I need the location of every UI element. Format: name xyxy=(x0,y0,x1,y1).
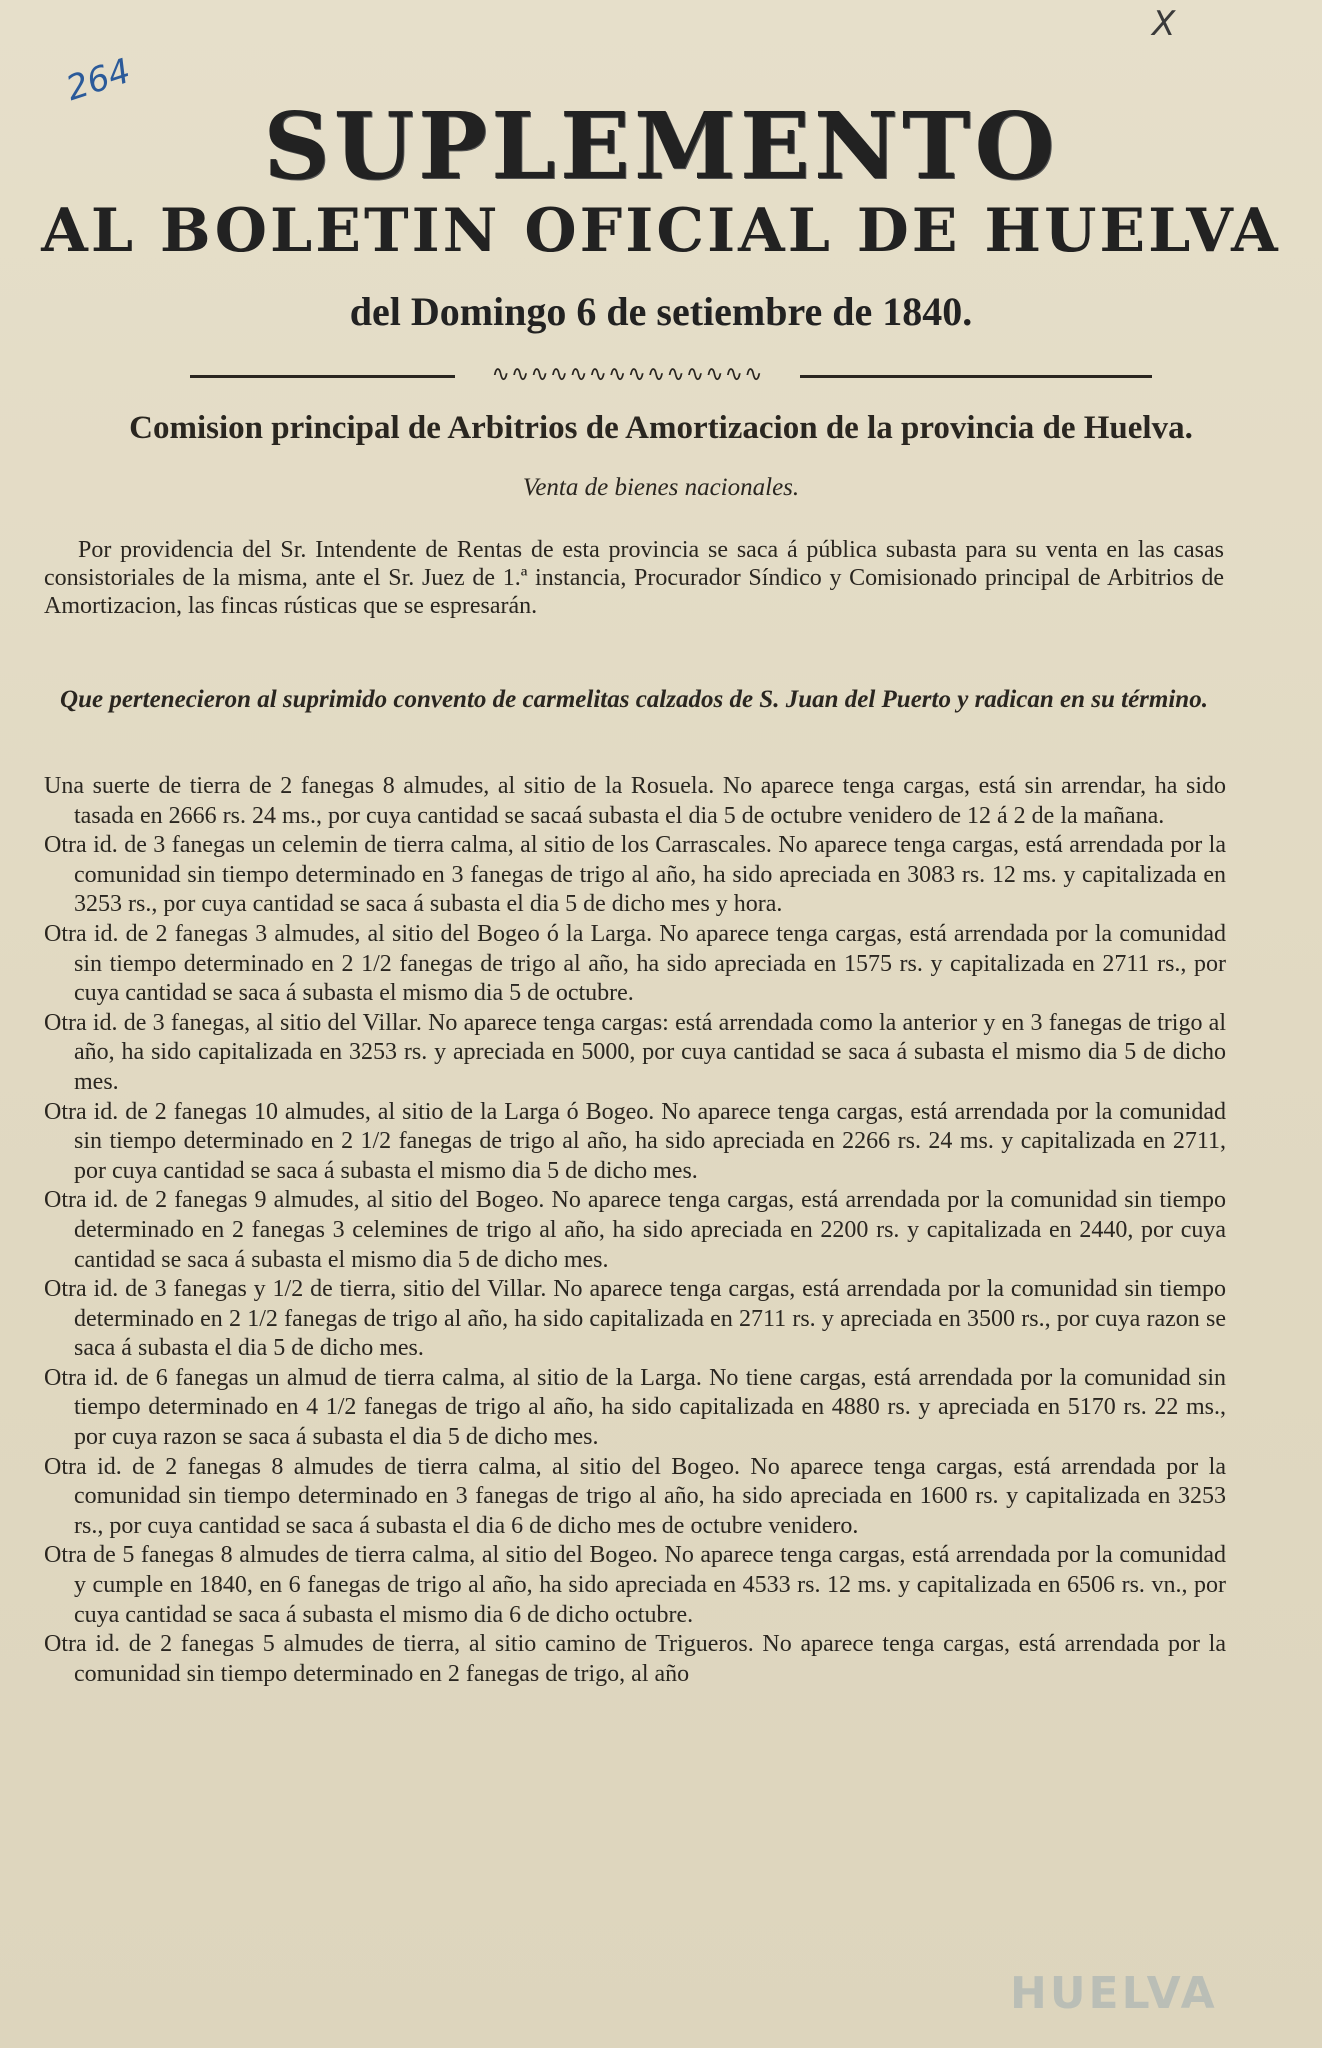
divider-left xyxy=(190,375,455,378)
property-entry: Otra id. de 3 fanegas, al sitio del Villar. No aparece tenga cargas: está arrendada como la anterior y en 3 fanegas de trigo al año, ha sido capitalizada en 3253 rs. y apreciada en 5000, por cuya cantidad se saca á subasta el mismo dia 5 de dicho mes. xyxy=(44,1009,1226,1095)
property-entry: Otra id. de 2 fanegas 3 almudes, al sitio del Bogeo ó la Larga. No aparece tenga cargas, está arrendada por la comunidad sin tiempo determinado en 2 1/2 fanegas de trigo al año, ha sido apreciada en 1575 rs. y capitalizada en 2711 rs., por cuya cantidad se saca á subasta el mismo dia 5 de octubre. xyxy=(44,920,1226,1007)
library-watermark: HUELVA xyxy=(1010,1968,1218,2019)
property-entry: Otra de 5 fanegas 8 almudes de tierra calma, al sitio del Bogeo. No aparece tenga cargas, está arrendada por la comunidad y cumple en 1840, en 6 fanegas de trigo al año, ha sido apreciada en 4533 rs. 12 ms. y capitalizada en 6506 rs. vn., por cuya cantidad se saca á subasta el mismo dia 6 de dicho octubre. xyxy=(44,1542,1226,1628)
intro-paragraph: Por providencia del Sr. Intendente de Rentas de esta provincia se saca á pública subasta para su venta en las casas consistoriales de la misma, ante el Sr. Juez de 1.ª instancia, Procurador Síndico y Comisionado principal de Arbitrios de Amortizacion, las fincas rústicas que se espresarán. xyxy=(44,537,1224,619)
section-heading: Que pertenecieron al suprimido convento de carmelitas calzados de S. Juan del Puerto y radican en su término. xyxy=(60,686,1208,713)
property-entry: Una suerte de tierra de 2 fanegas 8 almudes, al sitio de la Rosuela. No aparece tenga cargas, está sin arrendar, ha sido tasada en 2666 rs. 24 ms., por cuya cantidad se sacaá subasta el dia 5 de octubre venidero de 12 á 2 de la mañana. xyxy=(44,773,1226,829)
property-entry: Otra id. de 2 fanegas 8 almudes de tierra calma, al sitio del Bogeo. No aparece tenga cargas, está arrendada por la comunidad sin tiempo determinado en 3 fanegas de trigo al año, ha sido apreciada en 1600 rs. y capitalizada en 3253 rs., por cuya cantidad se saca á subasta el dia 6 de dicho mes de octubre venidero. xyxy=(44,1453,1226,1539)
property-entry: Otra id. de 2 fanegas 5 almudes de tierra, al sitio camino de Trigueros. No aparece tenga cargas, está arrendada por la comunidad sin tiempo determinado en 2 fanegas de trigo, al año xyxy=(44,1631,1226,1687)
corner-mark: X xyxy=(1152,4,1176,44)
date-line: del Domingo 6 de setiembre de 1840. xyxy=(349,289,973,334)
divider-right xyxy=(800,375,1152,378)
property-list xyxy=(44,772,1226,1689)
commission-heading: Comision principal de Arbitrios de Amortizacion de la provincia de Huelva. xyxy=(129,410,1193,446)
property-entry: Otra id. de 2 fanegas 9 almudes, al sitio del Bogeo. No aparece tenga cargas, está arrendada por la comunidad sin tiempo determinado en 2 fanegas 3 celemines de trigo al año, ha sido apreciada en 2200 rs. y capitalizada en 2440, por cuya cantidad se saca á subasta el mismo dia 5 de dicho mes. xyxy=(44,1187,1226,1273)
property-entry: Otra id. de 6 fanegas un almud de tierra calma, al sitio de la Larga. No tiene cargas, está arrendada por la comunidad sin tiempo determinado en 4 1/2 fanegas de trigo al año, ha sido capitalizada en 4880 rs. y apreciada en 5170 rs. 22 ms., por cuya razon se saca á subasta el dia 5 de dicho mes. xyxy=(44,1364,1226,1451)
document-subtitle: AL BOLETIN OFICIAL DE HUELVA xyxy=(41,196,1281,266)
property-entry: Otra id. de 3 fanegas y 1/2 de tierra, sitio del Villar. No aparece tenga cargas, está arrendada por la comunidad sin tiempo determinado en 2 1/2 fanegas de trigo al año, ha sido capitalizada en 2711 rs. y apreciada en 3500 rs., por cuya razon se saca á subasta el dia 5 de dicho mes. xyxy=(44,1276,1226,1362)
document-title: SUPLEMENTO xyxy=(263,92,1059,200)
ornament-divider: ∿∿∿∿∿∿∿∿∿∿∿∿∿∿ xyxy=(491,362,764,387)
sale-heading: Venta de bienes nacionales. xyxy=(522,474,800,501)
handwritten-page-number: 264 xyxy=(61,50,136,110)
property-entry: Otra id. de 3 fanegas un celemin de tierra calma, al sitio de los Carrascales. No aparece tenga cargas, está arrendada por la comunidad sin tiempo determinado en 3 fanegas de trigo al año, ha sido apreciada en 3083 rs. 12 ms. y capitalizada en 3253 rs., por cuya cantidad se saca á subasta el dia 5 de dicho mes y hora. xyxy=(44,832,1226,918)
property-entry: Otra id. de 2 fanegas 10 almudes, al sitio de la Larga ó Bogeo. No aparece tenga cargas, está arrendada por la comunidad sin tiempo determinado en 2 1/2 fanegas de trigo al año, ha sido apreciada en 2266 rs. 24 ms. y capitalizada en 2711, por cuya cantidad se saca á subasta el mismo dia 5 de dicho mes. xyxy=(44,1098,1226,1184)
